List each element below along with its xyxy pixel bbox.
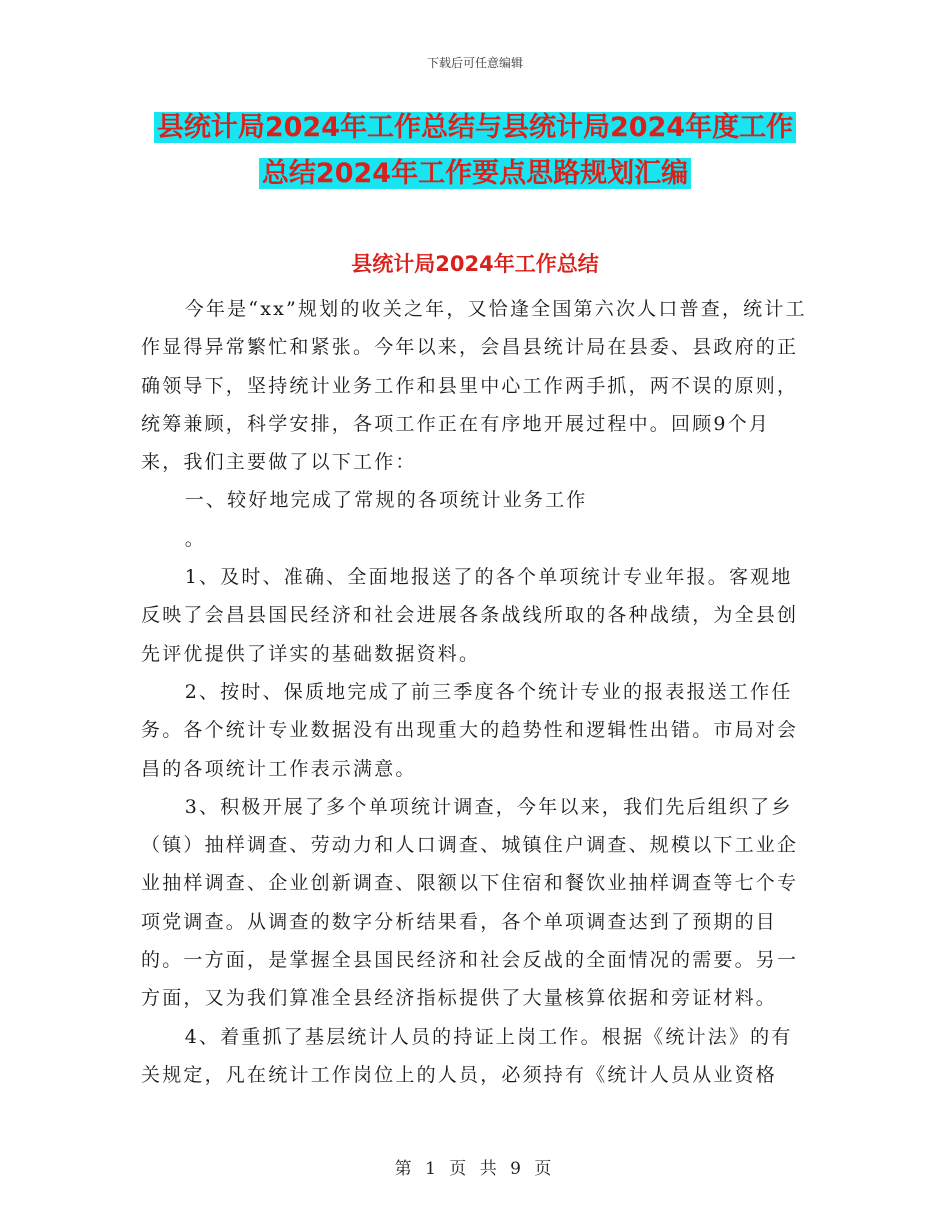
page-footer: 第 1 页 共 9 页	[394, 1159, 556, 1179]
title-line-1-text: 县统计局2024年工作总结与县统计局2024年度工作	[154, 112, 796, 143]
paragraph-item-2: 2、按时、保质地完成了前三季度各个统计专业的报表报送工作任务。各个统计专业数据没有出现重大的趋势性和逻辑性出错。市局对会昌的各项统计工作表示满意。	[141, 680, 799, 780]
paragraph-heading-1: 一、较好地完成了常规的各项统计业务工作	[184, 489, 588, 512]
paragraph-item-4: 4、着重抓了基层统计人员的持证上岗工作。根据《统计法》的有关规定，凡在统计工作岗位上的人员，必须持有《统计人员从业资格	[141, 1025, 793, 1086]
paragraph-heading-1-end: 。	[184, 527, 206, 550]
paragraph-item-1: 1、及时、准确、全面地报送了的各个单项统计专业年报。客观地反映了会昌县国民经济和社会进展各条战线所取的各种战绩，为全县创先评优提供了详实的基础数据资料。	[141, 566, 799, 665]
document-body	[141, 290, 811, 1094]
paragraph-item-3: 3、积极开展了多个单项统计调查，今年以来，我们先后组织了乡（镇）抽样调查、劳动力和人口调查、城镇住户调查、规模以下工业企业抽样调查、企业创新调查、限额以下住宿和餐饮业抽样调查等七个专项党调查。从调查的数字分析结果看，各个单项调查达到了预期的目的。一方面，是掌握全县国民经济和社会反战的全面情况的需要。另一方面，又为我们算准全县经济指标提供了大量核算依据和旁证材料。	[141, 795, 799, 1010]
title-line-2-text: 总结2024年工作要点思路规划汇编	[259, 158, 691, 189]
paragraph-intro: 今年是“xx”规划的收关之年，又恰逢全国第六次人口普查，统计工作显得异常繁忙和紧张。今年以来，会昌县统计局在县委、县政府的正确领导下，坚持统计业务工作和县里中心工作两手抓，两不误的原则，统筹兼顾，科学安排，各项工作正在有序地开展过程中。回顾9个月来，我们主要做了以下工作：	[141, 298, 807, 474]
document-title-line-1	[0, 110, 950, 146]
document-title-line-2	[0, 156, 950, 192]
header-note: 下载后可任意编辑	[426, 56, 523, 70]
section-title: 县统计局2024年工作总结	[351, 252, 599, 276]
